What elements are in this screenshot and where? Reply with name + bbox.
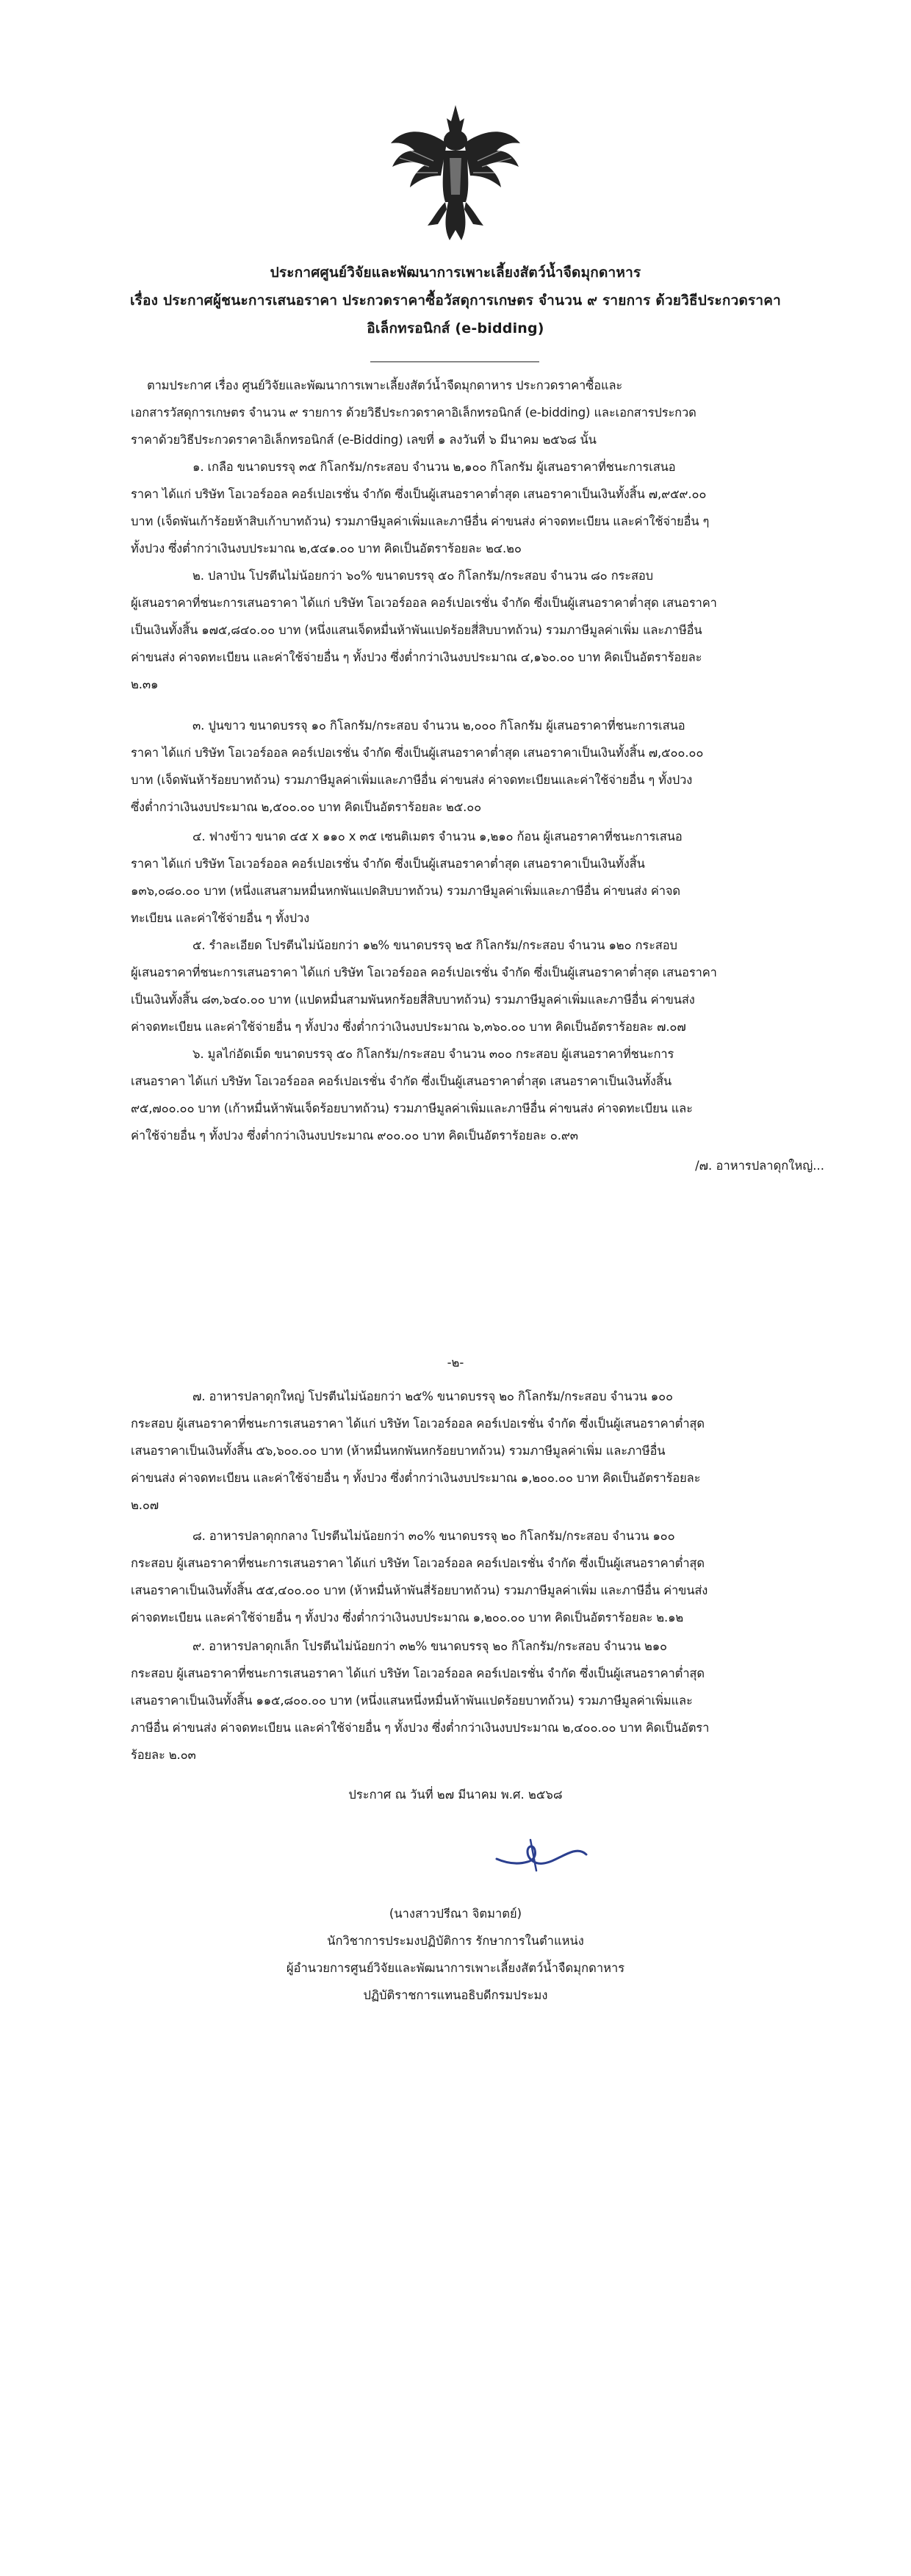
signer-name: (นางสาวปรีณา จิตมาตย์) — [389, 1907, 522, 1921]
paragraph-line: ๑๓๖,๐๘๐.๐๐ บาท (หนึ่งแสนสามหมื่นหกพันแปดสิบบาทถ้วน) รวมภาษีมูลค่าเพิ่มและภาษีอื่น ค่าขนส่ง ค่าจด — [131, 884, 680, 898]
paragraph-line: ราคา ได้แก่ บริษัท โอเวอร์ออล คอร์เปอเรชั่น จำกัด ซึ่งเป็นผู้เสนอราคาต่ำสุด เสนอราคาเป็นเงินทั้งสิ้น ๗,๙๕๙.๐๐ — [131, 487, 707, 501]
title-line: เรื่อง ประกาศผู้ชนะการเสนอราคา ประกวดราคาซื้อวัสดุการเกษตร จำนวน ๙ รายการ ด้วยวิธีประกวดราคา — [129, 292, 782, 309]
paragraph-line: เสนอราคาเป็นเงินทั้งสิ้น ๕๖,๖๐๐.๐๐ บาท (ห้าหมื่นหกพันหกร้อยบาทถ้วน) รวมภาษีมูลค่าเพิ่ม และภาษีอื่น — [131, 1444, 666, 1458]
signer-position: นักวิชาการประมงปฏิบัติการ รักษาการในตำแหน่ง — [327, 1934, 584, 1948]
item-1-paragraph — [131, 453, 827, 562]
paragraph-line: ค่าใช้จ่ายอื่น ๆ ทั้งปวง ซึ่งต่ำกว่าเงินงบประมาณ ๙๐๐.๐๐ บาท คิดเป็นอัตราร้อยละ ๐.๙๓ — [131, 1129, 578, 1143]
paragraph-line: ๗. อาหารปลาดุกใหญ่ โปรตีนไม่น้อยกว่า ๒๕% ขนาดบรรจุ ๒๐ กิโลกรัม/กระสอบ จำนวน ๑๐๐ — [192, 1389, 673, 1403]
paragraph-line: ร้อยละ ๒.๐๓ — [131, 1748, 196, 1762]
paragraph-line: ค่าขนส่ง ค่าจดทะเบียน และค่าใช้จ่ายอื่น ๆ ทั้งปวง ซึ่งต่ำกว่าเงินงบประมาณ ๔,๑๖๐.๐๐ บาท คิดเป็นอัตราร้อยละ — [131, 650, 702, 664]
announcement-date: ประกาศ ณ วันที่ ๒๗ มีนาคม พ.ศ. ๒๕๖๘ — [348, 1788, 563, 1802]
paragraph-line: ค่าจดทะเบียน และค่าใช้จ่ายอื่น ๆ ทั้งปวง ซึ่งต่ำกว่าเงินงบประมาณ ๑,๒๐๐.๐๐ บาท คิดเป็นอัตราร้อยละ ๒.๑๒ — [131, 1611, 684, 1625]
continuation-note: /๗. อาหารปลาดุกใหญ่... — [695, 1159, 824, 1173]
signer-position: ปฏิบัติราชการแทนอธิบดีกรมประมง — [363, 1988, 548, 2002]
paragraph-line: บาท (เจ็ดพันห้าร้อยบาทถ้วน) รวมภาษีมูลค่าเพิ่มและภาษีอื่น ค่าขนส่ง ค่าจดทะเบียนและค่าใช้จ่ายอื่น ๆ ทั้งปวง — [131, 773, 693, 787]
item-6-paragraph — [131, 1040, 827, 1149]
paragraph-line: ราคา ได้แก่ บริษัท โอเวอร์ออล คอร์เปอเรชั่น จำกัด ซึ่งเป็นผู้เสนอราคาต่ำสุด เสนอราคาเป็นเงินทั้งสิ้น ๗,๕๐๐.๐๐ — [131, 746, 704, 760]
paragraph-line: ๖. มูลไก่อัดเม็ด ขนาดบรรจุ ๕๐ กิโลกรัม/กระสอบ จำนวน ๓๐๐ กระสอบ ผู้เสนอราคาที่ชนะการ — [192, 1047, 674, 1061]
paragraph-line: ทั้งปวง ซึ่งต่ำกว่าเงินงบประมาณ ๒,๕๔๑.๐๐ บาท คิดเป็นอัตราร้อยละ ๒๔.๒๐ — [131, 542, 522, 555]
page-number: -๒- — [447, 1356, 464, 1370]
paragraph-line: ทะเบียน และค่าใช้จ่ายอื่น ๆ ทั้งปวง — [131, 911, 310, 925]
document-page-2 — [0, 1293, 911, 2576]
paragraph-line: ผู้เสนอราคาที่ชนะการเสนอราคา ได้แก่ บริษัท โอเวอร์ออล คอร์เปอเรชั่น จำกัด ซึ่งเป็นผู้เสนอราคาต่ำสุด เสนอราคา — [131, 596, 717, 610]
paragraph-line: ๑. เกลือ ขนาดบรรจุ ๓๕ กิโลกรัม/กระสอบ จำนวน ๒,๑๐๐ กิโลกรัม ผู้เสนอราคาที่ชนะการเสนอ — [192, 460, 676, 474]
paragraph-line: ค่าขนส่ง ค่าจดทะเบียน และค่าใช้จ่ายอื่น ๆ ทั้งปวง ซึ่งต่ำกว่าเงินงบประมาณ ๑,๒๐๐.๐๐ บาท คิดเป็นอัตราร้อยละ — [131, 1471, 701, 1485]
paragraph-line: เสนอราคาเป็นเงินทั้งสิ้น ๑๑๕,๘๐๐.๐๐ บาท (หนึ่งแสนหนึ่งหมื่นห้าพันแปดร้อยบาทถ้วน) รวมภาษีมูลค่าเพิ่มและ — [131, 1694, 693, 1708]
paragraph-line: ราคาด้วยวิธีประกวดราคาอิเล็กทรอนิกส์ (e-Bidding) เลขที่ ๑ ลงวันที่ ๖ มีนาคม ๒๕๖๘ นั้น — [131, 433, 597, 447]
paragraph-line: ๓. ปูนขาว ขนาดบรรจุ ๑๐ กิโลกรัม/กระสอบ จำนวน ๒,๐๐๐ กิโลกรัม ผู้เสนอราคาที่ชนะการเสนอ — [192, 719, 685, 733]
paragraph-line: กระสอบ ผู้เสนอราคาที่ชนะการเสนอราคา ได้แก่ บริษัท โอเวอร์ออล คอร์เปอเรชั่น จำกัด ซึ่งเป็นผู้เสนอราคาต่ำสุด — [131, 1666, 705, 1680]
paragraph-line: ซึ่งต่ำกว่าเงินงบประมาณ ๒,๕๐๐.๐๐ บาท คิดเป็นอัตราร้อยละ ๒๕.๐๐ — [131, 800, 482, 814]
paragraph-line: ๙. อาหารปลาดุกเล็ก โปรตีนไม่น้อยกว่า ๓๒% ขนาดบรรจุ ๒๐ กิโลกรัม/กระสอบ จำนวน ๒๑๐ — [192, 1639, 667, 1653]
garuda-emblem-icon — [382, 99, 529, 246]
item-3-paragraph — [131, 712, 827, 821]
item-2-paragraph — [131, 562, 827, 698]
document-page-1 — [0, 0, 911, 1271]
item-5-paragraph — [131, 932, 827, 1040]
paragraph-line: เอกสารวัสดุการเกษตร จำนวน ๙ รายการ ด้วยวิธีประกวดราคาอิเล็กทรอนิกส์ (e-bidding) และเอกสารประกวด — [131, 406, 696, 420]
paragraph-line: กระสอบ ผู้เสนอราคาที่ชนะการเสนอราคา ได้แก่ บริษัท โอเวอร์ออล คอร์เปอเรชั่น จำกัด ซึ่งเป็นผู้เสนอราคาต่ำสุด — [131, 1556, 705, 1570]
paragraph-line: ๒.๓๑ — [131, 677, 159, 691]
announcement-title — [0, 259, 911, 342]
paragraph-line: ๕. รำละเอียด โปรตีนไม่น้อยกว่า ๑๒% ขนาดบรรจุ ๒๕ กิโลกรัม/กระสอบ จำนวน ๑๒๐ กระสอบ — [192, 938, 677, 952]
paragraph-line: บาท (เจ็ดพันเก้าร้อยห้าสิบเก้าบาทถ้วน) รวมภาษีมูลค่าเพิ่มและภาษีอื่น ค่าขนส่ง ค่าจดทะเบียน และค่าใช้จ่ายอื่น ๆ — [131, 514, 710, 528]
paragraph-line: เป็นเงินทั้งสิ้น ๘๓,๖๔๐.๐๐ บาท (แปดหมื่นสามพันหกร้อยสี่สิบบาทถ้วน) รวมภาษีมูลค่าเพิ่มและภาษีอื่น ค่าขนส่ง — [131, 993, 695, 1007]
title-line: ประกาศศูนย์วิจัยและพัฒนาการเพาะเลี้ยงสัตว์น้ำจืดมุกดาหาร — [270, 265, 641, 281]
item-9-paragraph — [131, 1633, 827, 1769]
paragraph-line: ๔. ฟางข้าว ขนาด ๔๕ x ๑๑๐ x ๓๕ เซนติเมตร จำนวน ๑,๒๑๐ ก้อน ผู้เสนอราคาที่ชนะการเสนอ — [192, 830, 683, 843]
paragraph-line: เสนอราคาเป็นเงินทั้งสิ้น ๕๕,๔๐๐.๐๐ บาท (ห้าหมื่นห้าพันสี่ร้อยบาทถ้วน) รวมภาษีมูลค่าเพิ่ม และภาษีอื่น ค่าขนส่ง — [131, 1583, 708, 1597]
paragraph-line: กระสอบ ผู้เสนอราคาที่ชนะการเสนอราคา ได้แก่ บริษัท โอเวอร์ออล คอร์เปอเรชั่น จำกัด ซึ่งเป็นผู้เสนอราคาต่ำสุด — [131, 1417, 705, 1431]
paragraph-line: ๙๕,๗๐๐.๐๐ บาท (เก้าหมื่นห้าพันเจ็ดร้อยบาทถ้วน) รวมภาษีมูลค่าเพิ่มและภาษีอื่น ค่าขนส่ง ค่าจดทะเบียน และ — [131, 1101, 693, 1115]
paragraph-line: เสนอราคา ได้แก่ บริษัท โอเวอร์ออล คอร์เปอเรชั่น จำกัด ซึ่งเป็นผู้เสนอราคาต่ำสุด เสนอราคาเป็นเงินทั้งสิ้น — [131, 1074, 671, 1088]
signature-graphic — [492, 1830, 588, 1881]
paragraph-line: ตามประกาศ เรื่อง ศูนย์วิจัยและพัฒนาการเพาะเลี้ยงสัตว์น้ำจืดมุกดาหาร ประกวดราคาซื้อและ — [147, 378, 623, 392]
paragraph-line: ราคา ได้แก่ บริษัท โอเวอร์ออล คอร์เปอเรชั่น จำกัด ซึ่งเป็นผู้เสนอราคาต่ำสุด เสนอราคาเป็นเงินทั้งสิ้น — [131, 857, 645, 871]
signer-block — [0, 1900, 911, 2009]
paragraph-line: ๒.๐๗ — [131, 1498, 159, 1512]
paragraph-line: ผู้เสนอราคาที่ชนะการเสนอราคา ได้แก่ บริษัท โอเวอร์ออล คอร์เปอเรชั่น จำกัด ซึ่งเป็นผู้เสนอราคาต่ำสุด เสนอราคา — [131, 965, 717, 979]
signer-position: ผู้อำนวยการศูนย์วิจัยและพัฒนาการเพาะเลี้ยงสัตว์น้ำจืดมุกดาหาร — [286, 1961, 625, 1975]
garuda-emblem-graphic — [382, 99, 529, 246]
item-8-paragraph — [131, 1522, 827, 1631]
paragraph-line: ๘. อาหารปลาดุกกลาง โปรตีนไม่น้อยกว่า ๓๐% ขนาดบรรจุ ๒๐ กิโลกรัม/กระสอบ จำนวน ๑๐๐ — [192, 1529, 675, 1543]
intro-paragraph — [131, 372, 827, 453]
item-7-paragraph — [131, 1383, 827, 1519]
item-4-paragraph — [131, 823, 827, 932]
paragraph-line: ค่าจดทะเบียน และค่าใช้จ่ายอื่น ๆ ทั้งปวง ซึ่งต่ำกว่าเงินงบประมาณ ๖,๓๖๐.๐๐ บาท คิดเป็นอัตราร้อยละ ๗.๐๗ — [131, 1020, 686, 1034]
title-line: อิเล็กทรอนิกส์ (e-bidding) — [367, 320, 544, 337]
paragraph-line: เป็นเงินทั้งสิ้น ๑๗๕,๘๔๐.๐๐ บาท (หนึ่งแสนเจ็ดหมื่นห้าพันแปดร้อยสี่สิบบาทถ้วน) รวมภาษีมูลค่าเพิ่ม และภาษีอื่น — [131, 623, 702, 637]
title-divider — [370, 361, 539, 362]
paragraph-line: ภาษีอื่น ค่าขนส่ง ค่าจดทะเบียน และค่าใช้จ่ายอื่น ๆ ทั้งปวง ซึ่งต่ำกว่าเงินงบประมาณ ๒,๔๐๐.๐๐ บาท คิดเป็นอัตรา — [131, 1721, 710, 1735]
paragraph-line: ๒. ปลาป่น โปรตีนไม่น้อยกว่า ๖๐% ขนาดบรรจุ ๕๐ กิโลกรัม/กระสอบ จำนวน ๘๐ กระสอบ — [192, 569, 653, 583]
signature-icon — [492, 1830, 588, 1881]
